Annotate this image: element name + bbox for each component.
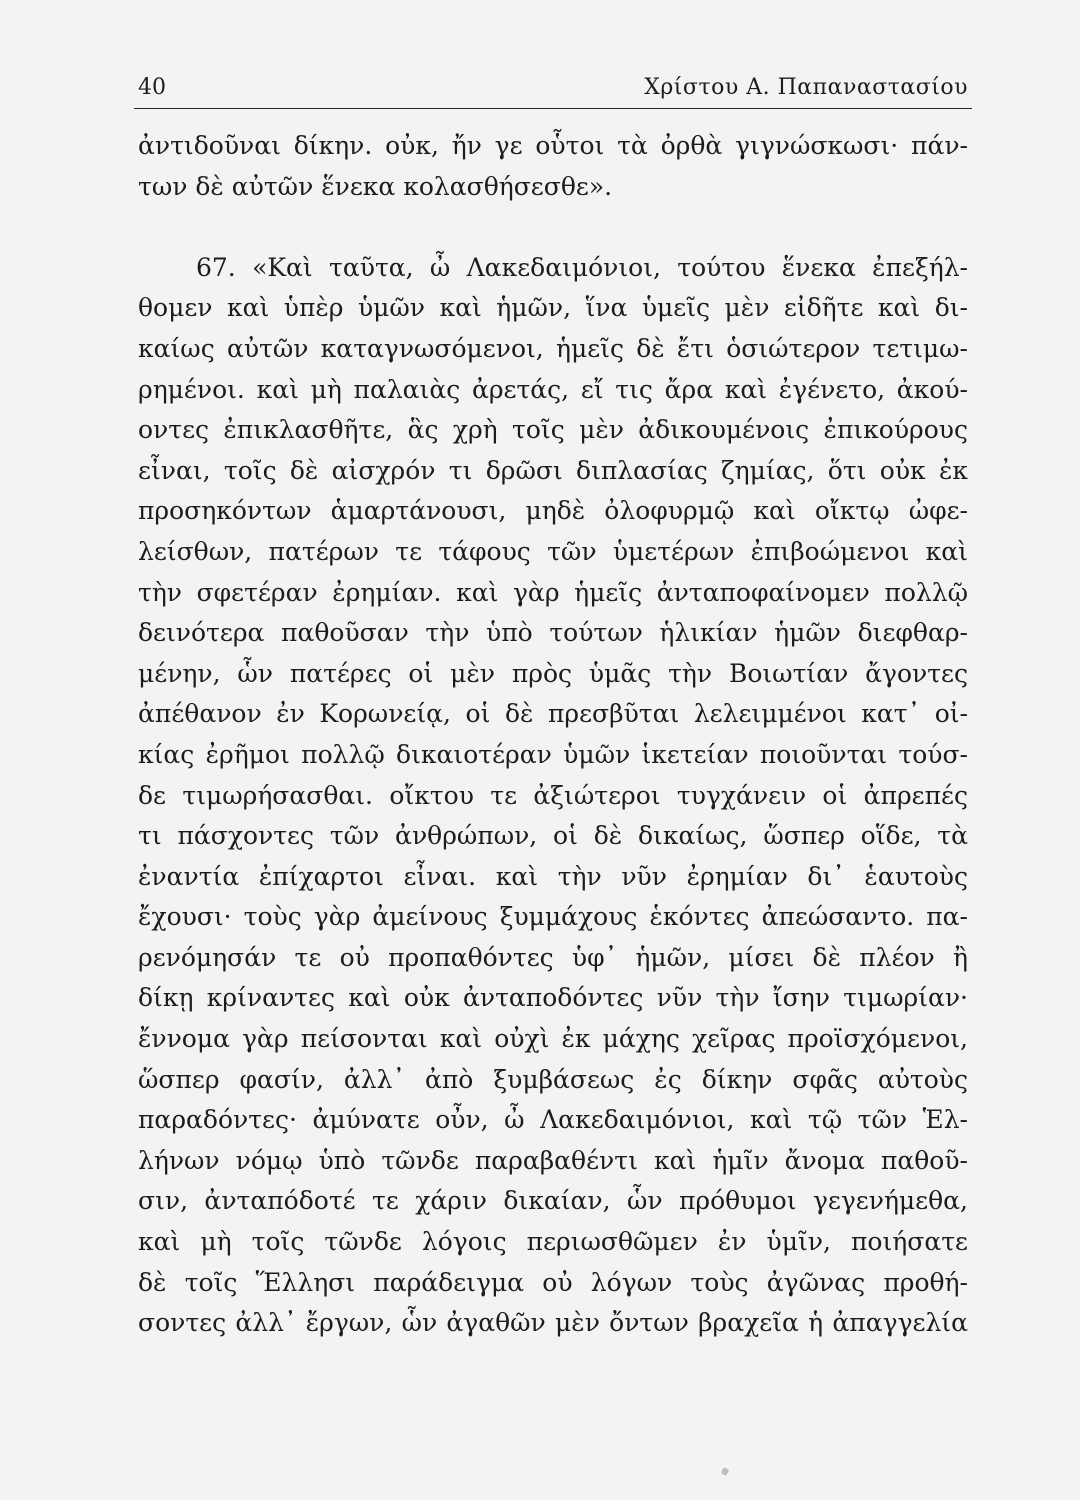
text-line: ἀπέθανον ἐν Κορωνείᾳ, οἱ δὲ πρεσβῦται λελειμμένοι κατ᾽ οἰ-: [138, 699, 968, 729]
text-line: ὥσπερ φασίν, ἀλλ᾽ ἀπὸ ξυμβάσεως ἐς δίκην σφᾶς αὐτοὺς: [138, 1064, 968, 1094]
text-line: τὴν σφετέραν ἐρημίαν. καὶ γὰρ ἡμεῖς ἀνταποφαίνομεν πολλῷ: [138, 577, 968, 607]
page-number: 40: [138, 75, 166, 100]
text-line: μένην, ὧν πατέρες οἱ μὲν πρὸς ὑμᾶς τὴν Βοιωτίαν ἄγοντες: [138, 658, 968, 688]
text-line: τι πάσχοντες τῶν ἀνθρώπων, οἱ δὲ δικαίως, ὥσπερ οἵδε, τὰ: [138, 821, 968, 851]
running-title: Χρίστου Α. Παπαναστασίου: [644, 75, 968, 100]
paragraph-gap: [138, 207, 968, 248]
body-text: [138, 126, 968, 1344]
running-header: [138, 70, 968, 106]
text-line: προσηκόντων ἁμαρτάνουσι, μηδὲ ὀλοφυρμῷ καὶ οἴκτῳ ὠφε-: [138, 496, 968, 526]
text-line: δίκῃ κρίναντες καὶ οὐκ ἀνταποδόντες νῦν τὴν ἴσην τιμωρίαν·: [138, 983, 968, 1013]
text-line: ἐναντία ἐπίχαρτοι εἶναι. καὶ τὴν νῦν ἐρημίαν δι᾽ ἑαυτοὺς: [138, 861, 968, 891]
text-line: δεινότερα παθοῦσαν τὴν ὑπὸ τούτων ἡλικίαν ἡμῶν διεφθαρ-: [138, 618, 968, 648]
text-line: 67. «Καὶ ταῦτα, ὦ Λακεδαιμόνιοι, τούτου ἕνεκα ἐπεξήλ-: [196, 252, 968, 282]
text-line: λείσθων, πατέρων τε τάφους τῶν ὑμετέρων ἐπιβοώμενοι καὶ: [138, 536, 968, 566]
paragraph-continued: [138, 126, 968, 207]
text-line: σοντες ἀλλ᾽ ἔργων, ὧν ἀγαθῶν μὲν ὄντων βραχεῖα ἡ ἀπαγγελία: [138, 1308, 968, 1338]
text-line: σιν, ἀνταπόδοτέ τε χάριν δικαίαν, ὧν πρόθυμοι γεγενήμεθα,: [138, 1186, 968, 1216]
text-line: οντες ἐπικλασθῆτε, ἃς χρὴ τοῖς μὲν ἀδικουμένοις ἐπικούρους: [138, 415, 968, 445]
text-line: θομεν καὶ ὑπὲρ ὑμῶν καὶ ἡμῶν, ἵνα ὑμεῖς μὲν εἰδῆτε καὶ δι-: [138, 293, 968, 323]
paragraph-67: [138, 248, 968, 1344]
text-line: των δὲ αὐτῶν ἕνεκα κολασθήσεσθε».: [138, 171, 613, 201]
text-line: ρενόμησάν τε οὐ προπαθόντες ὑφ᾽ ἡμῶν, μίσει δὲ πλέον ἢ: [138, 942, 968, 972]
text-line: δε τιμωρήσασθαι. οἴκτου τε ἀξιώτεροι τυγχάνειν οἱ ἀπρεπές: [138, 780, 968, 810]
text-line: ρημένοι. καὶ μὴ παλαιὰς ἀρετάς, εἴ τις ἄρα καὶ ἐγένετο, ἀκού-: [138, 374, 968, 404]
text-line: καὶ μὴ τοῖς τῶνδε λόγοις περιωσθῶμεν ἐν ὑμῖν, ποιήσατε: [138, 1227, 968, 1257]
text-line: παραδόντες· ἀμύνατε οὖν, ὦ Λακεδαιμόνιοι, καὶ τῷ τῶν Ἑλ-: [138, 1105, 968, 1135]
text-line: ἀντιδοῦναι δίκην. οὐκ, ἤν γε οὗτοι τὰ ὀρθὰ γιγνώσκωσι· πάν-: [138, 131, 968, 160]
text-line: κίας ἐρῆμοι πολλῷ δικαιοτέραν ὑμῶν ἱκετείαν ποιοῦνται τούσ-: [138, 739, 968, 769]
text-line: ἔννομα γὰρ πείσονται καὶ οὐχὶ ἐκ μάχης χεῖρας προϊσχόμενοι,: [138, 1024, 968, 1054]
text-line: δὲ τοῖς Ἕλλησι παράδειγμα οὐ λόγων τοὺς ἀγῶνας προθή-: [138, 1267, 968, 1297]
text-line: λήνων νόμῳ ὑπὸ τῶνδε παραβαθέντι καὶ ἡμῖν ἄνομα παθοῦ-: [138, 1145, 968, 1175]
header-rule: [134, 108, 972, 109]
scan-speck: [721, 1467, 730, 1476]
text-line: καίως αὐτῶν καταγνωσόμενοι, ἡμεῖς δὲ ἔτι ὁσιώτερον τετιμω-: [138, 333, 968, 363]
text-line: ἔχουσι· τοὺς γὰρ ἀμείνους ξυμμάχους ἑκόντες ἀπεώσαντο. πα-: [138, 902, 968, 932]
text-line: εἶναι, τοῖς δὲ αἰσχρόν τι δρῶσι διπλασίας ζημίας, ὅτι οὐκ ἐκ: [138, 455, 968, 485]
